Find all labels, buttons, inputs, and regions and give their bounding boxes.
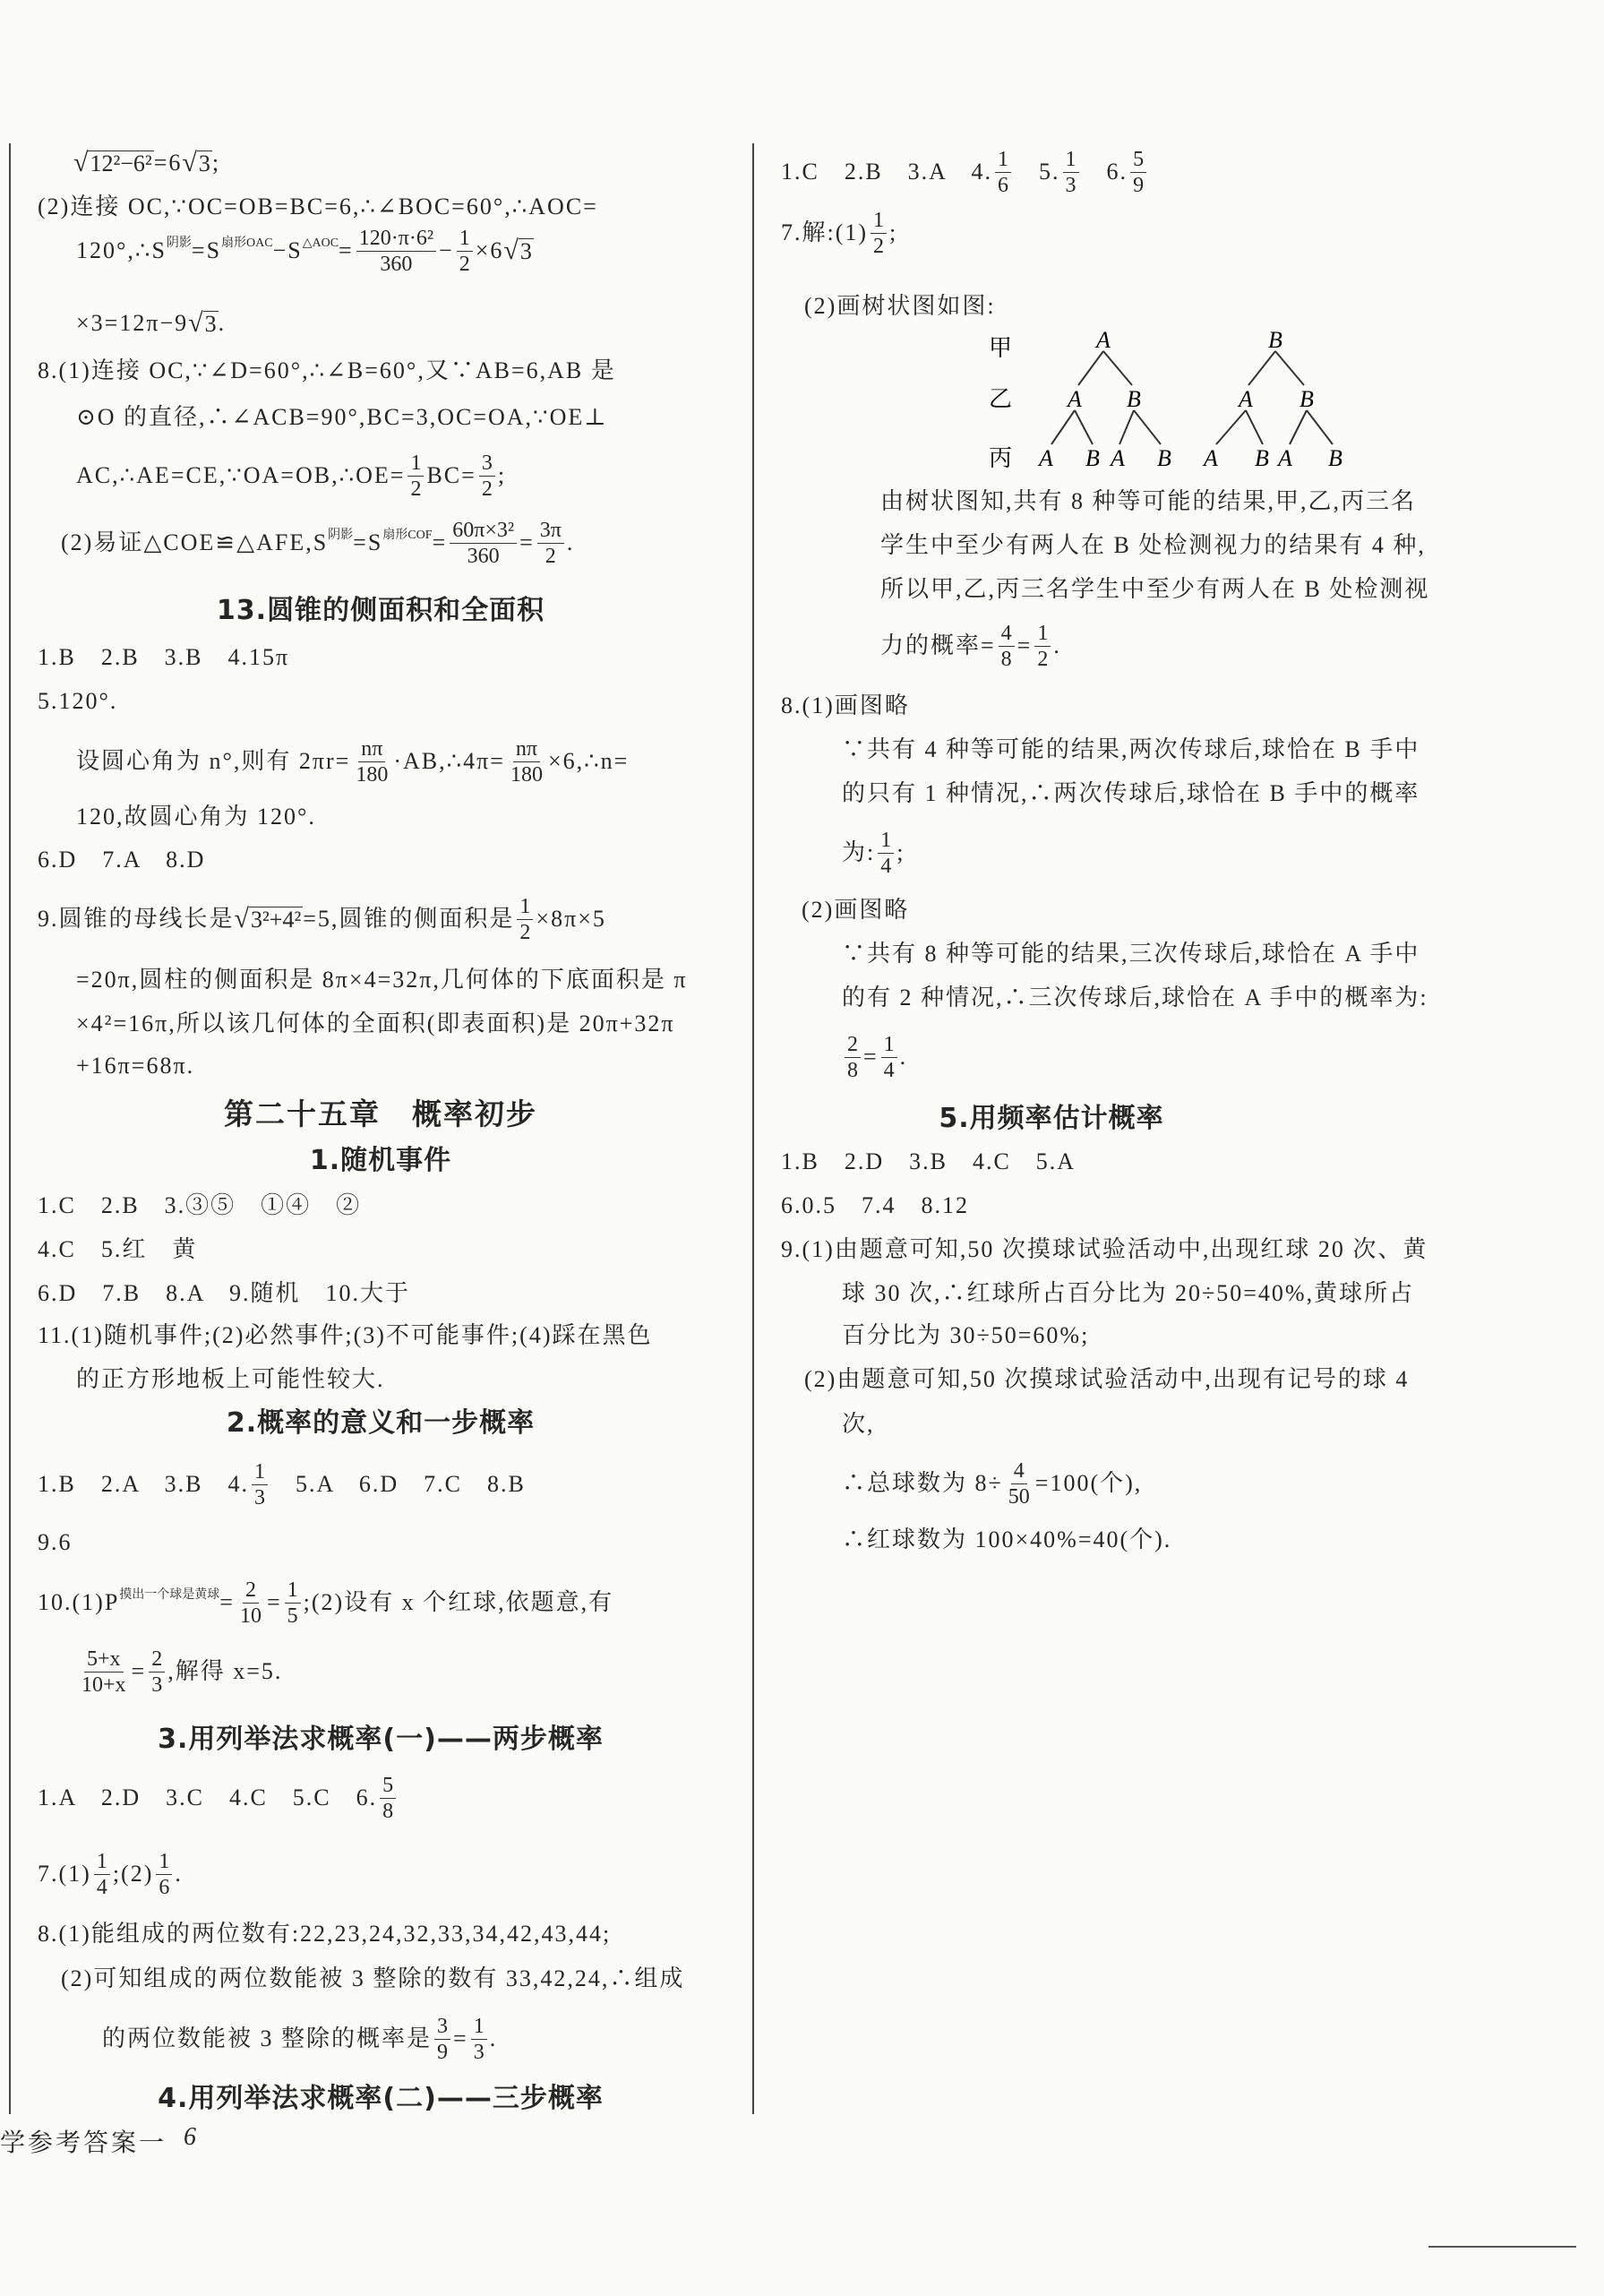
page-footer [0, 2123, 199, 2159]
answer-line [76, 795, 316, 839]
answer-line [781, 1183, 969, 1228]
answer-line [38, 679, 117, 724]
text-run: . [566, 529, 575, 555]
answer-line [38, 1227, 197, 1272]
text-run: ∵共有 4 种等可能的结果,两次传球后,球恰在 B 手中 [842, 736, 1420, 762]
tree-node: A [1039, 445, 1053, 471]
subscript: 阴影 [166, 236, 192, 250]
numerator: 1 [517, 894, 533, 920]
numerator: 60π×3² [450, 518, 517, 544]
subscript: 扇形COF [382, 529, 433, 542]
denominator: 50 [1008, 1484, 1030, 1509]
text-run: 设圆心角为 n°,则有 2πr= [76, 748, 351, 774]
answer-line [38, 1849, 183, 1899]
answer-line [842, 771, 1420, 816]
numerator: nπ [513, 736, 540, 762]
tree-level-label: 甲 [989, 335, 1013, 362]
text-run: 8.(1)连接 OC,∵∠D=60°,∴∠B=60°,又∵AB=6,AB 是 [38, 357, 616, 383]
fraction [1006, 1458, 1033, 1509]
numerator: 4 [1011, 1458, 1027, 1484]
fraction [237, 1578, 264, 1629]
fraction [149, 1647, 165, 1698]
answer-line [842, 932, 1420, 976]
text-run: (2)画树状图如图: [804, 293, 996, 319]
text-run: ×4²=16π,所以该几何体的全面积(即表面积)是 20π+32π [76, 1010, 675, 1036]
fraction [517, 894, 533, 945]
fraction [353, 736, 390, 787]
fraction [434, 2014, 450, 2065]
text-run: ∴红球数为 100×40%=40(个). [842, 1526, 1172, 1552]
denominator: 180 [510, 762, 543, 787]
text-run: 5. [1014, 159, 1060, 185]
denominator: 2 [481, 477, 493, 501]
tree-node: B [1255, 445, 1269, 471]
text-run: ×6 [475, 237, 504, 263]
radical-sign-icon: √ [73, 148, 89, 177]
fraction [1034, 621, 1051, 672]
tree-node: B [1299, 386, 1314, 412]
answer-line [38, 1912, 611, 1956]
numerator: 2 [149, 1647, 165, 1673]
text-run: =6 [153, 150, 183, 176]
radical-sign-icon: √ [503, 236, 519, 265]
answer-line [38, 1578, 614, 1628]
numerator: 3 [479, 451, 495, 477]
fraction [471, 2014, 487, 2065]
radical-sign-icon: √ [188, 308, 203, 338]
numerator: 1 [252, 1459, 268, 1485]
answer-line [842, 1313, 1089, 1358]
denominator: 3 [473, 2040, 485, 2064]
tree-node: A [1111, 445, 1125, 471]
text-run: =S [353, 529, 383, 555]
radicand: 3 [198, 150, 210, 176]
text-run: 120°,∴S [76, 237, 167, 263]
subscript: 扇形OAC [221, 236, 273, 250]
text-run: ;(2) [112, 1861, 154, 1887]
text-run: (2)易证△COE≌△AFE,S [61, 529, 329, 555]
tree-branches [1051, 351, 1333, 444]
answer-line [38, 1271, 410, 1316]
denominator: 4 [96, 1875, 107, 1899]
denominator: 10+x [81, 1673, 126, 1697]
text-run: −S [272, 237, 303, 263]
text-run: = [1016, 632, 1033, 658]
numerator: 2 [845, 1032, 861, 1058]
text-run: = [863, 1044, 879, 1070]
text-run: ∵共有 8 种等可能的结果,三次传球后,球恰在 A 手中 [842, 941, 1420, 967]
tree-level-label: 丙 [989, 445, 1013, 472]
text-run: 由树状图知,共有 8 种等可能的结果,甲,乙,丙三名 [880, 488, 1417, 514]
text-run: 9.6 [38, 1529, 73, 1555]
text-run: ; [211, 150, 221, 176]
answer-line [102, 2014, 498, 2064]
denominator: 3 [254, 1485, 266, 1509]
answer-line [842, 1271, 1414, 1316]
text-run: 9.圆锥的母线长是 [38, 906, 235, 932]
answer-line [804, 1357, 1409, 1402]
numerator: 1 [285, 1578, 301, 1604]
text-run: =5,圆锥的侧面积是 [303, 906, 515, 932]
answer-line [842, 727, 1420, 772]
numerator: 1 [1063, 147, 1079, 173]
text-run: 1.B 2.D 3.B 4.C 5.A [781, 1148, 1076, 1174]
fraction [881, 1032, 897, 1083]
text-run: 10.(1)P [38, 1589, 120, 1615]
tree-node: A [1096, 327, 1111, 353]
tree-node: B [1157, 445, 1171, 471]
bottom-rule [1428, 2246, 1576, 2248]
text-run: 11.(1)随机事件;(2)必然事件;(3)不可能事件;(4)踩在黑色 [38, 1322, 653, 1348]
text-run: . [489, 2025, 498, 2051]
denominator: 2 [545, 544, 556, 568]
numerator: 5 [380, 1773, 396, 1799]
denominator: 8 [382, 1799, 394, 1823]
text-run: (2)连接 OC,∵OC=OB=BC=6,∴∠BOC=60°,∴AOC= [38, 193, 598, 219]
numerator: 120·π·6² [356, 226, 436, 252]
answer-line [38, 838, 205, 882]
fraction [252, 1459, 268, 1510]
text-run: ; [889, 219, 898, 245]
text-run: 力的概率= [880, 632, 996, 658]
radicand: 3 [519, 237, 532, 264]
denominator: 2 [1037, 647, 1049, 671]
text-run: = [219, 1589, 235, 1615]
numerator: 3π [537, 518, 564, 544]
denominator: 3 [1065, 173, 1076, 197]
fraction [508, 736, 545, 787]
footer-label: 学参考答案一 [0, 2129, 167, 2157]
answer-line [76, 1357, 385, 1402]
denominator: 9 [437, 2040, 449, 2064]
text-run: 球 30 次,∴红球所占百分比为 20÷50=40%,黄球所占 [842, 1280, 1415, 1306]
denominator: 4 [880, 854, 892, 878]
text-run: ,解得 x=5. [167, 1658, 283, 1684]
radicand: 12²−6² [90, 150, 152, 176]
text-run: 8.(1)画图略 [781, 692, 910, 718]
text-run: = [519, 529, 535, 555]
text-run: . [175, 1861, 183, 1887]
answer-line [38, 1313, 652, 1358]
answer-line [781, 1227, 1428, 1272]
numerator: 5+x [84, 1647, 124, 1673]
denominator: 2 [459, 252, 470, 276]
text-run: 1.C 2.B 3.③⑤ ①④ ② [38, 1192, 362, 1218]
answer-line [842, 1032, 908, 1082]
numerator: 3 [434, 2014, 450, 2040]
text-run: 的正方形地板上可能性较大. [76, 1366, 385, 1392]
section-heading: 4.用列举法求概率(二)——三步概率 [158, 2083, 604, 2114]
radicand: 3²+4² [250, 906, 302, 933]
square-root [235, 897, 304, 942]
section-heading: 1.随机事件 [309, 1145, 452, 1176]
text-run: 学生中至少有两人在 B 处检测视力的结果有 4 种, [880, 532, 1426, 558]
radical-sign-icon: √ [234, 904, 249, 933]
section-heading: 3.用列举法求概率(一)——两步概率 [158, 1724, 604, 1755]
text-run: . [218, 310, 227, 336]
denominator: 360 [467, 544, 500, 568]
answer-line [802, 888, 909, 933]
answer-line [76, 958, 688, 1002]
answer-line [76, 1044, 194, 1088]
tree-diagram [0, 0, 1604, 537]
answer-line [781, 684, 910, 728]
text-run: . [1053, 632, 1061, 658]
text-run: 的只有 1 种情况,∴两次传球后,球恰在 B 手中的概率 [842, 780, 1420, 806]
answer-line [76, 1002, 674, 1046]
text-run: 5.120°. [38, 688, 118, 714]
answer-line [842, 1458, 1143, 1509]
denominator: 180 [356, 762, 389, 787]
answer-line [842, 1518, 1171, 1562]
radicand: 3 [204, 310, 217, 337]
tree-node: A [1239, 386, 1253, 412]
text-run: (2)画图略 [802, 897, 910, 923]
chapter-title: 第二十五章 概率初步 [224, 1096, 537, 1131]
text-run: (2)可知组成的两位数能被 3 整除的数有 33,42,24,∴组成 [61, 1965, 685, 1991]
subscript: 阴影 [328, 529, 354, 542]
text-run: ·AB,∴4π= [393, 748, 505, 774]
numerator: 1 [471, 2014, 487, 2040]
answer-line [842, 828, 905, 878]
numerator: 1 [878, 828, 894, 854]
answer-line [76, 736, 630, 787]
text-run: 为: [842, 839, 876, 865]
denominator: 5 [287, 1604, 298, 1628]
text-run: ×3=12π−9 [76, 310, 189, 336]
text-run: = [131, 1658, 147, 1684]
section-heading: 2.概率的意义和一步概率 [226, 1407, 536, 1439]
text-run: 5.A 6.D 7.C 8.B [270, 1471, 526, 1497]
denominator: 2 [519, 920, 531, 944]
text-run: 1.C 2.B 3.A 4. [781, 159, 993, 185]
tree-node: A [1278, 445, 1292, 471]
tree-node: B [1127, 386, 1141, 412]
numerator: 2 [243, 1578, 259, 1604]
section-heading: 13.圆锥的侧面积和全面积 [216, 595, 545, 626]
numerator: 4 [999, 621, 1015, 647]
radical-sign-icon: √ [182, 148, 197, 177]
answer-line [781, 1139, 1076, 1184]
denominator: 8 [1000, 647, 1012, 671]
text-run: 7.(1) [38, 1861, 91, 1887]
numerator: 1 [881, 1032, 897, 1058]
answer-line [76, 1647, 283, 1697]
text-run: 1.A 2.D 3.C 4.C 5.C 6. [38, 1784, 378, 1810]
denominator: 6 [159, 1875, 170, 1899]
text-run: 8.(1)能组成的两位数有:22,23,24,32,33,34,42,43,44; [38, 1921, 612, 1947]
text-run: 的有 2 种情况,∴三次传球后,球恰在 A 手中的概率为: [842, 985, 1428, 1010]
denominator: 6 [998, 173, 1009, 197]
text-run: − [439, 237, 454, 263]
text-run: ⊙O 的直径,∴∠ACB=90°,BC=3,OC=OA,∵OE⊥ [76, 404, 608, 430]
text-run: = [432, 529, 448, 555]
page-number: 6 [184, 2123, 199, 2151]
answer-line [38, 635, 289, 680]
text-run: 所以甲,乙,丙三名学生中至少有两人在 B 处检测视 [880, 576, 1430, 602]
text-run: ;(2)设有 x 个红球,依题意,有 [303, 1589, 614, 1615]
numerator: 1 [1034, 621, 1051, 647]
tree-node: B [1268, 327, 1282, 353]
fraction [285, 1578, 301, 1629]
answer-line [38, 1183, 361, 1228]
denominator: 2 [873, 234, 885, 258]
answer-line [61, 1956, 684, 2001]
text-run: 120,故圆心角为 120°. [76, 804, 316, 830]
subscript: 摸出一个球是黄球 [119, 1588, 220, 1602]
text-run: 6.D 7.B 8.A 9.随机 10.大于 [38, 1280, 410, 1306]
denominator: 4 [883, 1058, 895, 1082]
numerator: 5 [1130, 147, 1146, 173]
denominator: 9 [1133, 173, 1145, 197]
text-run: 6.D 7.A 8.D [38, 847, 206, 873]
section-heading: 5.用频率估计概率 [939, 1103, 1164, 1134]
denominator: 2 [410, 477, 422, 501]
text-run: 的两位数能被 3 整除的概率是 [102, 2025, 433, 2051]
tree-level-label: 乙 [989, 386, 1013, 413]
answer-line [38, 1773, 399, 1823]
tree-node: B [1328, 445, 1342, 471]
text-run: = [266, 1589, 282, 1615]
text-run: ×6,∴n= [547, 748, 630, 774]
text-run: 次, [842, 1411, 875, 1437]
answer-line [880, 621, 1061, 671]
numerator: 1 [457, 226, 473, 252]
text-run: 9.(1)由题意可知,50 次摸球试验活动中,出现红球 20 次、黄 [781, 1236, 1428, 1262]
text-run: =S [191, 237, 222, 263]
text-run: 7.解:(1) [781, 219, 869, 245]
answer-line [38, 1520, 73, 1565]
answer-line [842, 1402, 875, 1447]
text-run: 百分比为 30÷50=60%; [842, 1322, 1090, 1348]
text-run: +16π=68π. [76, 1053, 195, 1079]
numerator: 1 [407, 451, 424, 477]
text-run: 6. [1081, 159, 1128, 185]
denominator: 360 [380, 252, 413, 276]
denominator: 8 [847, 1058, 858, 1082]
text-run: 6.0.5 7.4 8.12 [781, 1192, 970, 1218]
answer-line [38, 894, 606, 944]
denominator: 3 [151, 1673, 163, 1697]
tree-node: B [1085, 445, 1100, 471]
answer-line [38, 1459, 526, 1509]
subscript: △AOC [302, 236, 339, 250]
text-run: ×8π×5 [536, 906, 606, 932]
fraction [94, 1849, 110, 1900]
text-run: AC,∴AE=CE,∵OA=OB,∴OE= [76, 462, 406, 488]
text-run: = [339, 237, 354, 263]
numerator: nπ [358, 736, 385, 762]
text-run: 4.C 5.红 黄 [38, 1236, 198, 1262]
text-run: (2)由题意可知,50 次摸球试验活动中,出现有记号的球 4 [804, 1366, 1410, 1392]
text-run: ; [896, 839, 905, 865]
text-run: 1.B 2.B 3.B 4.15π [38, 644, 290, 670]
numerator: 1 [156, 1849, 172, 1875]
fraction [380, 1773, 396, 1824]
text-run: 1.B 2.A 3.B 4. [38, 1471, 250, 1497]
tree-node: A [1068, 386, 1082, 412]
answer-line [880, 567, 1429, 612]
text-run: ∴总球数为 8÷ [842, 1470, 1003, 1496]
fraction [999, 621, 1015, 672]
text-run: ; [497, 462, 507, 488]
numerator: 1 [995, 147, 1011, 173]
text-run: =20π,圆柱的侧面积是 8π×4=32π,几何体的下底面积是 π [76, 967, 688, 993]
fraction [845, 1032, 861, 1083]
text-run: BC= [426, 462, 476, 488]
numerator: 1 [871, 208, 887, 234]
fraction [878, 828, 894, 879]
fraction [156, 1849, 172, 1900]
numerator: 1 [94, 1849, 110, 1875]
tree-node: A [1204, 445, 1218, 471]
text-run: . [899, 1044, 908, 1070]
text-run: = [453, 2025, 468, 2051]
fraction [79, 1647, 129, 1698]
denominator: 10 [239, 1604, 262, 1628]
text-run: =100(个), [1034, 1470, 1143, 1496]
answer-line [842, 976, 1428, 1020]
